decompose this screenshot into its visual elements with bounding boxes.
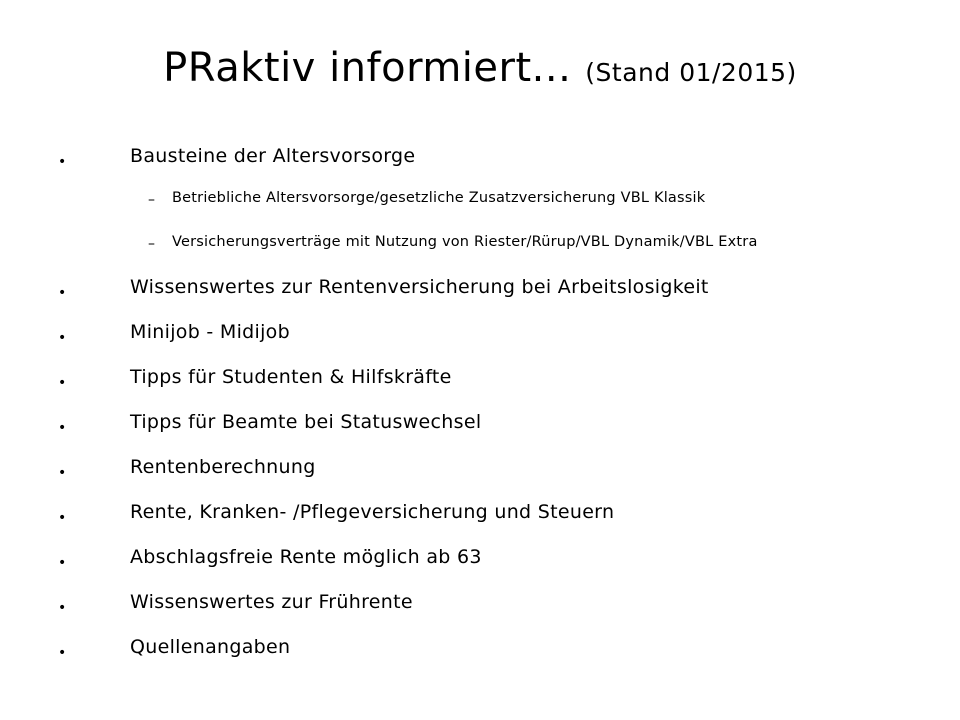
list-item <box>0 368 960 398</box>
bullet-icon: • <box>58 285 67 301</box>
list-item-text: Tipps für Studenten & Hilfskräfte <box>130 366 452 388</box>
sub-list-item-text: Versicherungsverträge mit Nutzung von Riester/Rürup/VBL Dynamik/VBL Extra <box>172 234 758 250</box>
sub-list-item <box>0 235 960 265</box>
list-item <box>0 458 960 488</box>
list-item-text: Wissenswertes zur Frührente <box>130 591 413 613</box>
title-subtitle: (Stand 01/2015) <box>585 58 797 87</box>
title-main: PRaktiv informiert... <box>163 45 572 91</box>
bullet-icon: • <box>58 465 67 481</box>
list-item <box>0 593 960 623</box>
list-item <box>0 548 960 578</box>
list-item-text: Tipps für Beamte bei Statuswechsel <box>130 411 482 433</box>
bullet-icon: • <box>58 600 67 616</box>
list-item-text: Rentenberechnung <box>130 456 316 478</box>
list-item-text: Abschlagsfreie Rente möglich ab 63 <box>130 546 482 568</box>
list-item-text: Rente, Kranken- /Pflegeversicherung und Steuern <box>130 501 615 523</box>
dash-icon: – <box>148 236 155 252</box>
list-item-text: Wissenswertes zur Rentenversicherung bei Arbeitslosigkeit <box>130 276 709 298</box>
bullet-icon: • <box>58 555 67 571</box>
list-item <box>0 147 960 177</box>
bullet-icon: • <box>58 645 67 661</box>
list-item <box>0 323 960 353</box>
dash-icon: – <box>148 192 155 208</box>
bullet-icon: • <box>58 330 67 346</box>
list-item-text: Bausteine der Altersvorsorge <box>130 145 416 167</box>
bullet-icon: • <box>58 510 67 526</box>
bullet-icon: • <box>58 154 67 170</box>
list-item <box>0 503 960 533</box>
bullet-icon: • <box>58 375 67 391</box>
bullet-icon: • <box>58 420 67 436</box>
list-item <box>0 278 960 308</box>
list-item-text: Quellenangaben <box>130 636 291 658</box>
list-item-text: Minijob - Midijob <box>130 321 290 343</box>
sub-list-item-text: Betriebliche Altersvorsorge/gesetzliche Zusatzversicherung VBL Klassik <box>172 190 706 206</box>
sub-list-item <box>0 191 960 221</box>
list-item <box>0 413 960 443</box>
list-item <box>0 638 960 668</box>
